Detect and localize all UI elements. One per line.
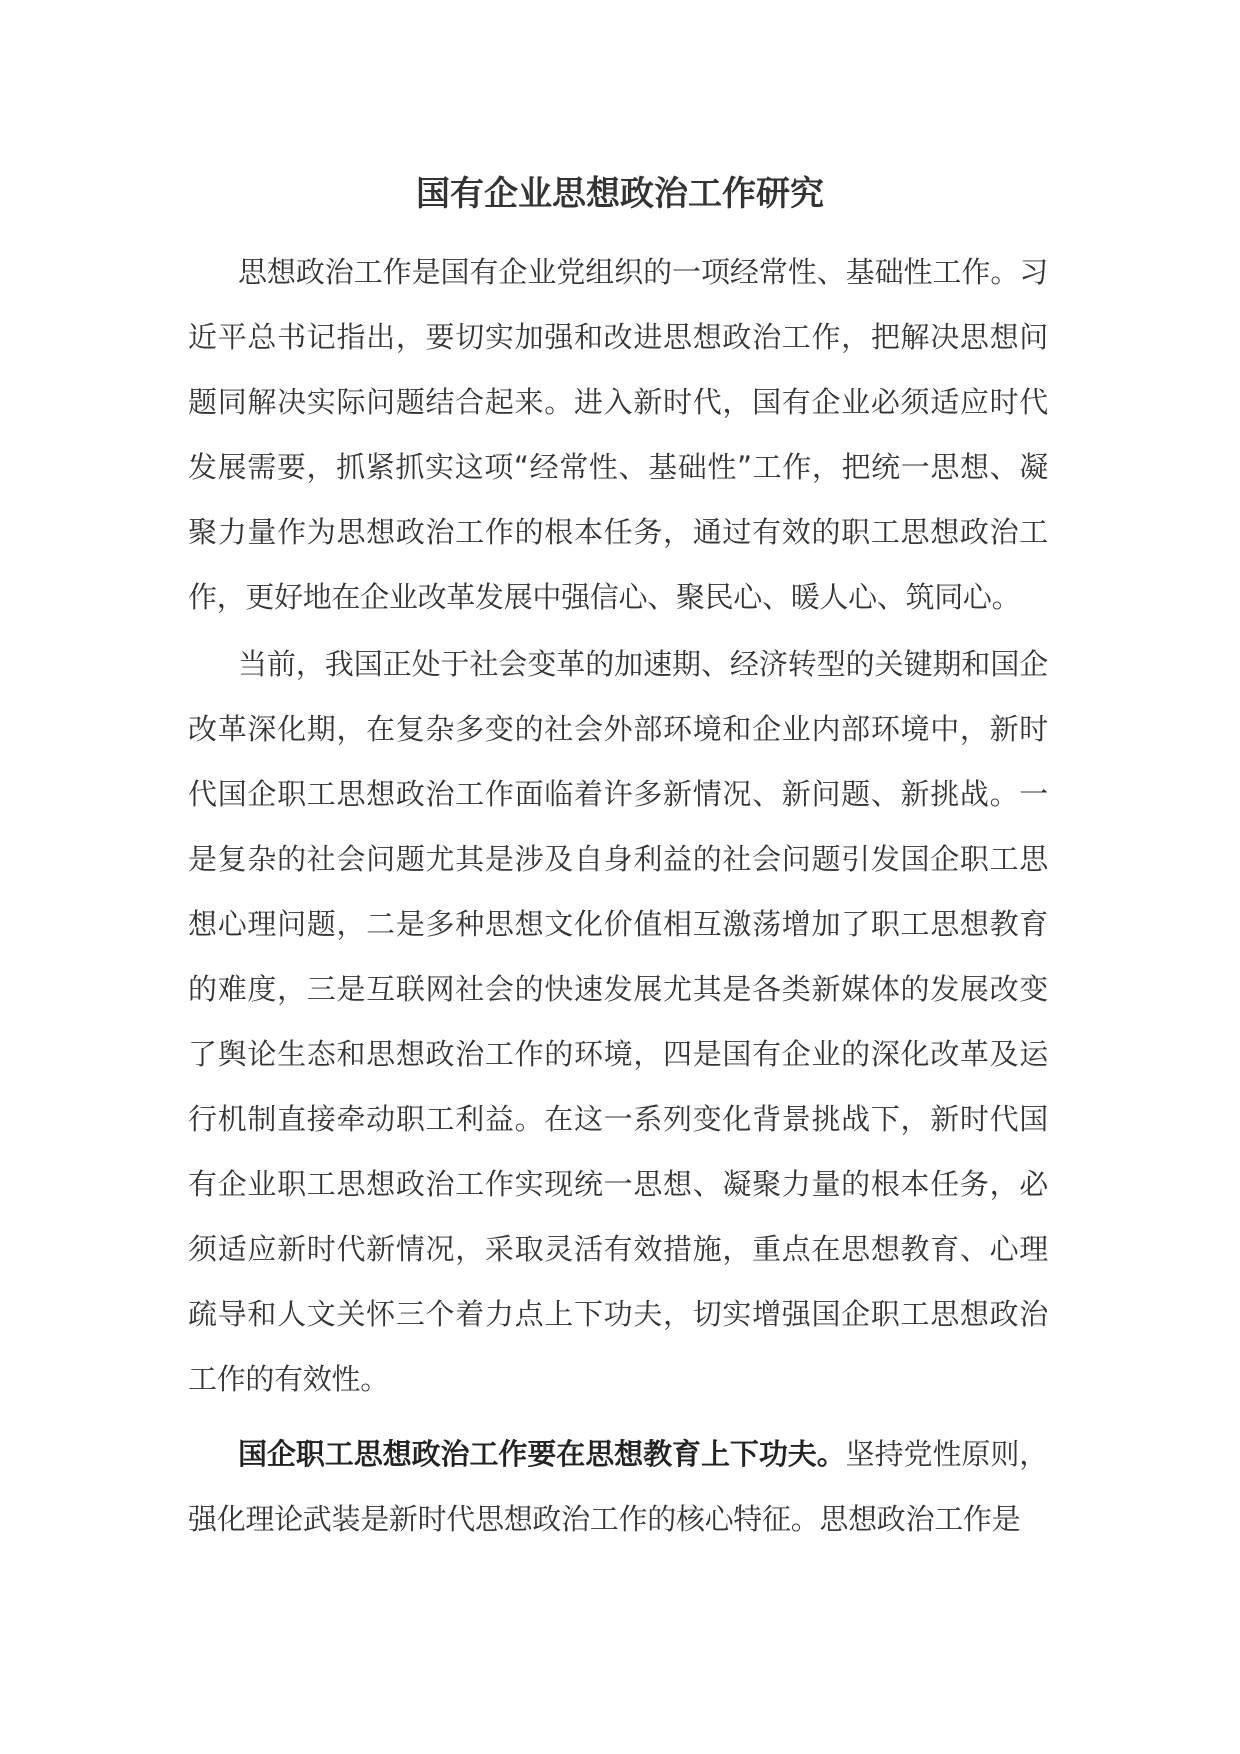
paragraph-text: 思想政治工作是国有企业党组织的一项经常性、基础性工作。习近平总书记指出，要切实加强和改进思想政治工作，把解决思想问题同解决实际问题结合起来。进入新时代，国有企业必须适应时代发展需要，抓紧抓实这项“经常性、基础性”工作，把统一思想、凝聚力量作为思想政治工作的根本任务，通过有效的职工思想政治工作，更好地在企业改革发展中强信心、聚民心、暖人心、筑同心。 [188, 255, 1048, 614]
paragraph-lead: 国企职工思想政治工作要在思想教育上下功夫。 [238, 1437, 846, 1471]
document-title: 国有企业思想政治工作研究 [416, 174, 824, 214]
paragraph-ideological-education [188, 1422, 1048, 1552]
paragraph-intro [188, 240, 1048, 630]
paragraph-challenges [188, 632, 1048, 1412]
document-body [188, 240, 1048, 1552]
paragraph-text: 当前，我国正处于社会变革的加速期、经济转型的关键期和国企改革深化期，在复杂多变的社会外部环境和企业内部环境中，新时代国企职工思想政治工作面临着许多新情况、新问题、新挑战。一是复杂的社会问题尤其是涉及自身利益的社会问题引发国企职工思想心理问题，二是多种思想文化价值相互激荡增加了职工思想教育的难度，三是互联网社会的快速发展尤其是各类新媒体的发展改变了舆论生态和思想政治工作的环境，四是国有企业的深化改革及运行机制直接牵动职工利益。在这一系列变化背景挑战下，新时代国有企业职工思想政治工作实现统一思想、凝聚力量的根本任务，必须适应新时代新情况，采取灵活有效措施，重点在思想教育、心理疏导和人文关怀三个着力点上下功夫，切实增强国企职工思想政治工作的有效性。 [188, 647, 1048, 1396]
paragraph-text: 坚持党性原则，强化理论武装是新时代思想政治工作的核心特征。思想政治工作是 [188, 1437, 1048, 1536]
